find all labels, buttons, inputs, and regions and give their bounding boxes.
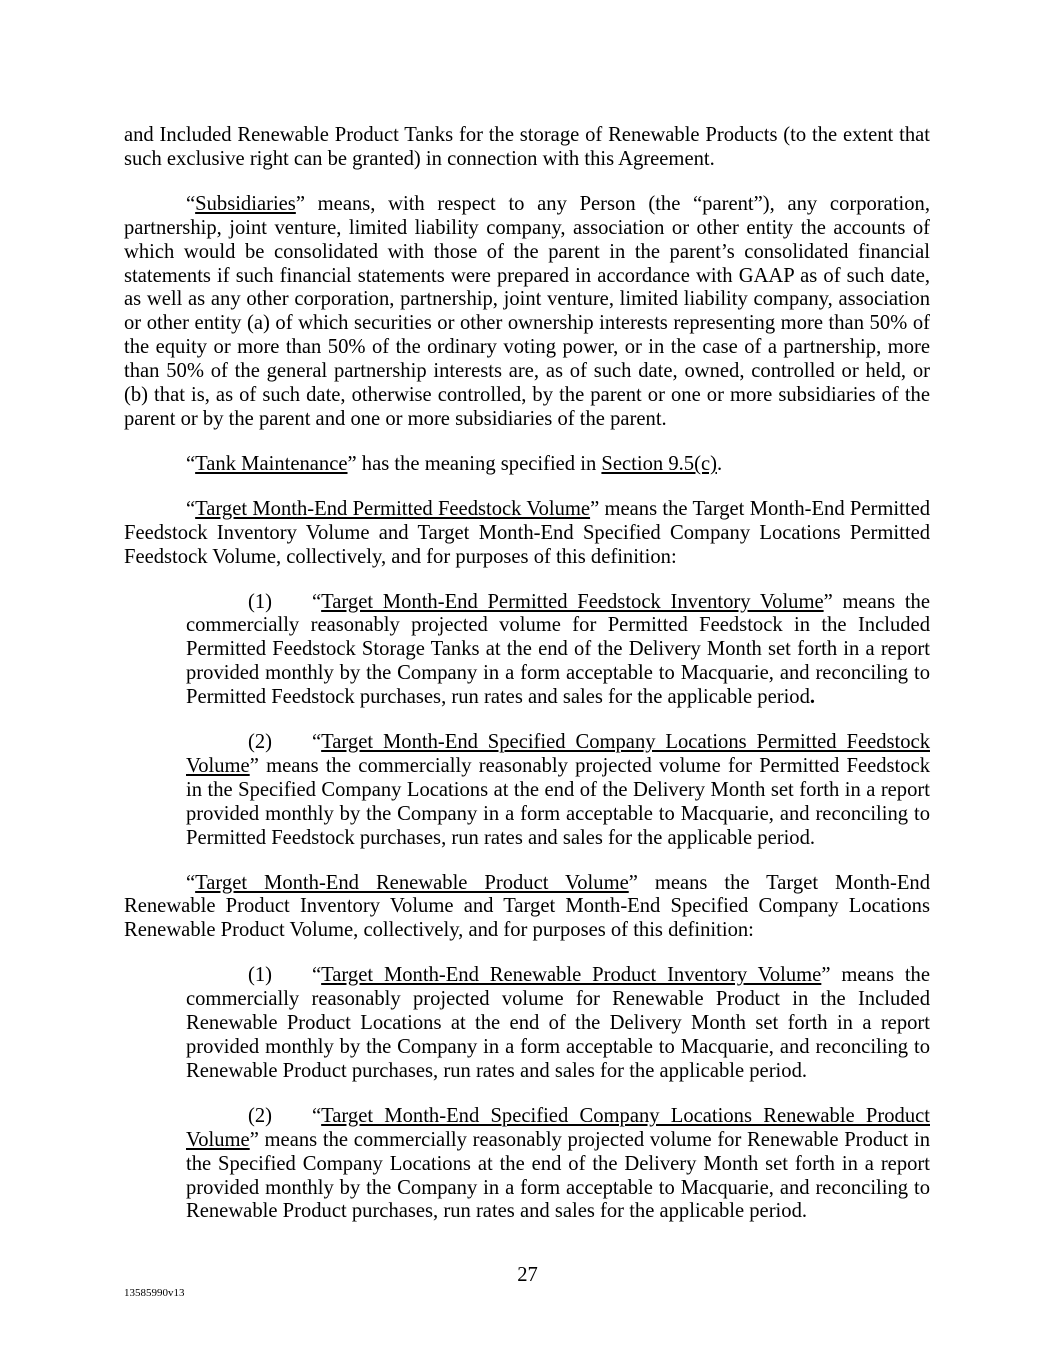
defined-term: Target Month-End Specified Company Locations Permitted Feedstock Volume [186, 731, 930, 777]
sub-definition-paragraph [186, 964, 930, 1084]
text-segment: . [716, 452, 723, 475]
sub-definition-paragraph [186, 591, 930, 711]
document-body [124, 124, 930, 1245]
defined-term: Target Month-End Specified Company Locations Renewable Product Volume [186, 1104, 930, 1151]
item-number: (1) [248, 964, 273, 987]
defined-term: Target Month-End Permitted Feedstock Volume [195, 497, 591, 520]
text-segment: “ [186, 192, 196, 215]
defined-term: Target Month-End Renewable Product Inventory Volume [321, 964, 822, 987]
sub-definition-paragraph [186, 731, 930, 851]
sub-definition-paragraph [186, 1105, 930, 1225]
text-segment: ” means the Target Month-End Renewable Product Inventory Volume and Target Month-End Specified Company Locations Renewable Product Volume, collectively, and for purposes of this definition: [124, 871, 930, 942]
text-segment: . [809, 686, 816, 709]
item-number: (2) [248, 1104, 273, 1127]
text-segment: “ [186, 871, 196, 894]
text-segment: “ [312, 590, 322, 613]
text-segment: and Included Renewable Product Tanks for the storage of Renewable Products (to the extent that such exclusive right can be granted) in connection with this Agreement. [124, 124, 930, 170]
definition-paragraph [124, 453, 930, 477]
text-segment: “ [186, 452, 196, 475]
defined-term: Target Month-End Renewable Product Volume [195, 871, 629, 894]
text-segment: ” means the Target Month-End Permitted Feedstock Inventory Volume and Target Month-End Specified Company Locations Permitted Feedstock Volume, collectively, and for purposes of this definition: [124, 497, 931, 568]
text-segment: “ [312, 964, 322, 987]
text-segment: “ [312, 731, 322, 754]
text-segment: “ [186, 497, 196, 520]
item-number: (1) [248, 590, 273, 613]
defined-term: Subsidiaries [195, 192, 296, 215]
text-segment: “ [312, 1104, 322, 1127]
document-id: 13585990v13 [124, 1287, 185, 1299]
definition-paragraph [124, 872, 930, 944]
definition-paragraph [124, 498, 930, 570]
item-number: (2) [248, 731, 273, 754]
page-number: 27 [517, 1264, 538, 1286]
defined-term: Tank Maintenance [195, 452, 348, 475]
text-segment: ” means the commercially reasonably projected volume for Permitted Feedstock in the Included Permitted Feedstock Storage Tanks at the end of the Delivery Month set forth in a report provided monthly by the Company in a form acceptable to Macquarie, and reconciling to Permitted Feedstock purchases, run rates and sales for the applicable period [186, 590, 930, 709]
defined-term: Section 9.5(c) [601, 452, 717, 475]
definition-paragraph [124, 124, 930, 172]
text-segment: ” means, with respect to any Person (the “parent”), any corporation, partnership, joint venture, limited liability company, association or other entity the accounts of which would be consolidated with those of the parent in the parent’s consolidated financial statements if such financial statements were prepared in accordance with GAAP as of such date, as well as any other corporation, partnership, joint venture, limited liability company, association or other entity (a) of which securities or other ownership interests representing more than 50% of the equity or more than 50% of the ordinary voting power, or in the case of a partnership, more than 50% of the general partnership interests are, as of such date, owned, controlled or held, or (b) that is, as of such date, otherwise controlled, by the parent or one or more subsidiaries of the parent or by the parent and one or more subsidiaries of the parent. [124, 192, 930, 430]
definition-paragraph [124, 193, 930, 432]
defined-term: Target Month-End Permitted Feedstock Inventory Volume [321, 590, 824, 613]
text-segment: ” has the meaning specified in [347, 452, 602, 475]
text-segment: ” means the commercially reasonably projected volume for Renewable Product in the Included Renewable Product Locations at the end of the Delivery Month set forth in a report provided monthly by the Company in a form acceptable to Macquarie, and reconciling to Renewable Product purchases, run rates and sales for the applicable period. [186, 964, 930, 1082]
text-segment: ” means the commercially reasonably projected volume for Renewable Product in the Specified Company Locations at the end of the Delivery Month set forth in a report provided monthly by the Company in a form acceptable to Macquarie, and reconciling to Renewable Product purchases, run rates and sales for the applicable period. [186, 1128, 930, 1223]
text-segment: ” means the commercially reasonably projected volume for Permitted Feedstock in the Specified Company Locations at the end of the Delivery Month set forth in a report provided monthly by the Company in a form acceptable to Macquarie, and reconciling to Permitted Feedstock purchases, run rates and sales for the applicable period. [186, 754, 930, 849]
